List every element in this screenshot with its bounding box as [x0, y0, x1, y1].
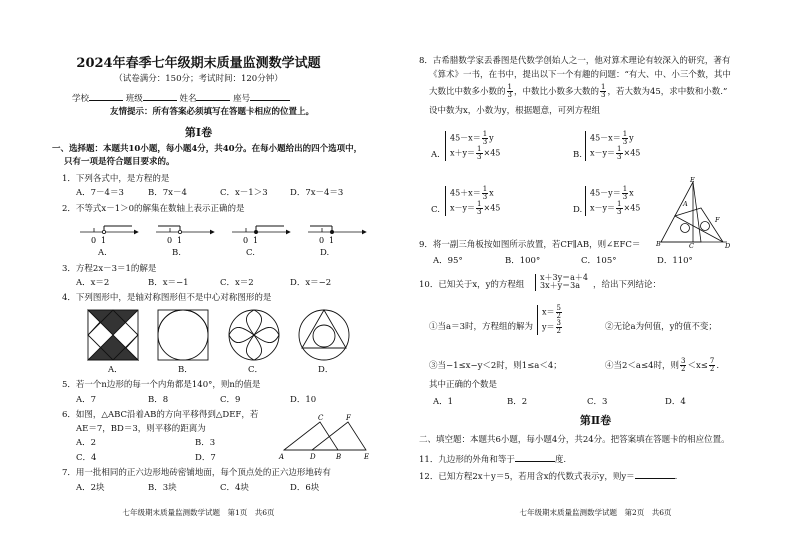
name-blank — [196, 92, 230, 101]
q6-label-f: F — [346, 414, 351, 422]
q9-label-f: F — [715, 216, 720, 224]
q11 — [419, 453, 566, 465]
q8-option-c[interactable]: C. — [431, 205, 440, 215]
q10-conclusion-2: ②无论a为何值，y的值不变； — [605, 322, 717, 332]
q10-option-d[interactable]: D．4 — [665, 397, 686, 407]
q9-figure — [655, 176, 735, 248]
q4-figure-c — [229, 310, 279, 360]
q8-option-a[interactable]: A. — [431, 150, 440, 160]
q6-label-b: B — [336, 453, 342, 460]
section-two-head: 二、填空题：本题共6小题，每小题4分，共24分。把答案填在答题卡的相应位置。 — [419, 435, 730, 445]
q3-option-d[interactable]: D．x＝−2 — [290, 278, 332, 288]
q8-line3 — [429, 84, 727, 99]
q2-line-b — [156, 226, 214, 245]
q2-line-a — [80, 226, 138, 245]
q6-stem-1: 6．如图，△ABC沿着AB的方向平移得到△DEF，若 — [62, 410, 259, 420]
q5-option-d[interactable]: D．10 — [290, 395, 317, 405]
q8-line3-b: ，中数比小数多大数的 — [513, 87, 599, 97]
q9-label-d: D — [725, 242, 731, 248]
q10-stem-a: 10．已知关于x，y的方程组 — [419, 280, 525, 290]
q2-a-tick1: 1 — [101, 236, 107, 245]
q2-b-tick0: 0 — [167, 236, 173, 245]
q10-conclusion-4: ④当2＜a≤4时，则 $\frac{3}{2}$ ＜x≤ $\frac{7}{2}$ . — [605, 357, 720, 373]
q6-option-d[interactable]: D．7 — [195, 453, 216, 463]
q10-conclusion-1: ①当a＝3时，方程组的解为 — [429, 322, 533, 332]
q2-b-tick1: 1 — [177, 236, 183, 245]
seat-blank — [250, 92, 290, 101]
section-one-head-2: 只有一项是符合题目要求的。 — [64, 157, 175, 167]
q3-stem: 3．方程2x－3＝1的解是 — [62, 264, 157, 274]
q9-option-d[interactable]: D．110° — [657, 256, 693, 266]
q10-c4-a: ④当2＜a≤4时，则 — [605, 361, 680, 371]
q8-line2: 《算术》一书，在书中，提出以下一个有趣的问题：“有大、中、小三个数，其中 — [429, 70, 731, 80]
q4-option-c[interactable]: C． — [248, 365, 264, 375]
part-two-title: 第Ⅱ卷 — [579, 414, 612, 427]
q6-label-e: E — [364, 453, 370, 460]
q6-label-c: C — [318, 414, 324, 422]
q1-option-d[interactable]: D．7x－4＝3 — [290, 188, 344, 198]
q4-figure-d — [299, 310, 349, 360]
q7-stem: 7．用一批相同的正六边形地砖密铺地面，每个顶点处的正六边形地砖有 — [62, 468, 331, 478]
q10-count: 其中正确的个数是 — [429, 380, 498, 390]
q9-option-b[interactable]: B．100° — [505, 256, 541, 266]
q8-option-b[interactable]: B. — [573, 150, 582, 160]
q11-unit: 度. — [554, 455, 567, 465]
q11-stem: 11．九边形的外角和等于 — [419, 455, 515, 465]
part-one-title: 第Ⅰ卷 — [184, 126, 213, 139]
q9-label-e: E — [690, 176, 695, 184]
q8-system-a: 45－x＝ $\frac{1}{3}$ y x＋y＝ $\frac{1}{3}$ ×45 — [445, 131, 500, 161]
q9-label-a: A — [683, 200, 688, 208]
q4-option-a[interactable]: A． — [108, 365, 123, 375]
q2-option-d[interactable]: D. — [320, 248, 330, 258]
q8-frac-2: $\frac{1}{3}$ — [601, 83, 606, 99]
q9-option-c[interactable]: C．105° — [581, 256, 617, 266]
class-label: 班级 — [125, 94, 143, 104]
q4-figure-a — [88, 310, 138, 360]
seat-label: 座号 — [233, 94, 251, 104]
q4-figures — [86, 308, 356, 364]
q7-option-b[interactable]: B．3块 — [148, 483, 177, 493]
q10-option-c[interactable]: C．3 — [587, 397, 608, 407]
q5-stem: 5．若一个n边形的每一个内角都是140°，则n的值是 — [62, 380, 261, 390]
q12 — [419, 470, 677, 482]
q9-label-c: C — [689, 242, 694, 248]
left-footer: 七年级期末质量监测数学试题 第1页 共6页 — [122, 508, 275, 517]
q3-option-b[interactable]: B．x＝−1 — [148, 278, 189, 288]
q1-stem: 1．下列各式中，是方程的是 — [62, 174, 170, 184]
q6-option-a[interactable]: A．2 — [76, 438, 97, 448]
q5-option-a[interactable]: A．7 — [76, 395, 97, 405]
class-blank — [143, 92, 177, 101]
q10-stem — [419, 280, 524, 290]
q2-d-tick0: 0 — [319, 236, 325, 245]
q8-frac-1: $\frac{1}{3}$ — [507, 83, 512, 99]
q5-option-b[interactable]: B．8 — [148, 395, 169, 405]
q7-option-c[interactable]: C．4块 — [220, 483, 249, 493]
q10-option-a[interactable]: A．1 — [433, 397, 454, 407]
exam-title: 2024年春季七年级期末质量监测数学试题 — [76, 56, 321, 71]
q11-blank[interactable] — [515, 453, 555, 462]
q10-eq2: 3x＋y＝3a — [540, 281, 580, 291]
q2-c-tick1: 1 — [253, 236, 259, 245]
exam-subtitle: （试卷满分：150分；考试时间：120分钟） — [114, 74, 283, 84]
q10-stem-b: ，给出下列结论： — [593, 280, 662, 290]
q6-option-c[interactable]: C．4 — [76, 453, 97, 463]
q12-blank[interactable] — [635, 470, 675, 479]
q2-stem: 2．不等式x－1＞0的解集在数轴上表示正确的是 — [62, 204, 245, 214]
q2-option-b[interactable]: B. — [172, 248, 181, 258]
q5-option-c[interactable]: C．9 — [220, 395, 241, 405]
q2-number-lines — [76, 222, 376, 248]
q4-stem: 4．下列图形中，是轴对称图形但不是中心对称图形的是 — [62, 293, 272, 303]
q6-label-a: A — [279, 453, 285, 460]
q10-eq1: x＋3y＝a＋4 — [540, 273, 588, 282]
q2-c-tick0: 0 — [243, 236, 249, 245]
info-fields — [72, 92, 290, 104]
q12-stem: 12．已知方程2x＋y＝5，若用含x的代数式表示y，则y＝ — [419, 472, 635, 482]
q7-option-d[interactable]: D．6块 — [290, 483, 320, 493]
q8-line3-c: ，若大数为45，求中数和小数.” — [607, 87, 728, 97]
q8-system-c: 45＋x＝ $\frac{1}{3}$ x x－y＝ $\frac{1}{3}$ ×45 — [445, 186, 500, 216]
q9-stem: 9．将一副三角板按如图所示放置，若CF∥AB，则∠EFC＝ — [419, 240, 641, 250]
q2-a-tick0: 0 — [91, 236, 97, 245]
section-one-head: 一、选择题：本题共10小题，每小题4分，共40分。在每小题给出的四个选项中， — [52, 144, 363, 154]
q4-option-b[interactable]: B． — [178, 365, 193, 375]
school-blank — [89, 92, 123, 101]
q8-line4: 设中数为x，小数为y，根据题意，可列方程组 — [429, 106, 601, 116]
q9-option-a[interactable]: A．95° — [433, 256, 463, 266]
q8-option-d[interactable]: D. — [573, 205, 583, 215]
q3-option-a[interactable]: A．x＝2 — [76, 278, 110, 288]
q8-line1: 8．古希腊数学家丢番图是代数学创始人之一，他对算术理论有较深入的研究，著有 — [419, 56, 731, 66]
q2-line-c — [232, 226, 290, 245]
q2-option-c[interactable]: C. — [246, 248, 255, 258]
q12-end: . — [674, 472, 678, 482]
q6-label-d: D — [310, 453, 316, 460]
q7-option-a[interactable]: A．2块 — [76, 483, 105, 493]
q6-stem-2: AE＝7，BD＝3，则平移的距离为 — [76, 424, 206, 434]
q1-option-c[interactable]: C．x－1＞3 — [220, 188, 268, 198]
q3-option-c[interactable]: C．x＝2 — [220, 278, 254, 288]
q6-figure — [276, 412, 376, 460]
right-page — [397, 0, 794, 550]
q8-system-d: 45－y＝ $\frac{1}{3}$ x x－y＝ $\frac{1}{3}$ ×45 — [585, 186, 640, 216]
q8-system-b: 45－x＝ $\frac{1}{3}$ y x－y＝ $\frac{1}{3}$ ×45 — [585, 131, 640, 161]
name-label: 姓名 — [179, 94, 197, 104]
q8-line3-a: 大数比中数多小数的 — [429, 87, 506, 97]
q10-option-b[interactable]: B．2 — [507, 397, 528, 407]
q9-label-b: B — [656, 240, 661, 248]
q1-option-b[interactable]: B．7x－4 — [148, 188, 187, 198]
friendly-tip: 友情提示：所有答案必须填写在答题卡相应的位置上。 — [110, 107, 315, 117]
q10-conclusion-3: ③当−1≤x−y＜2时，则1≤a＜4； — [429, 361, 562, 371]
school-label: 学校 — [72, 94, 90, 104]
q2-line-d — [308, 226, 366, 245]
q4-option-d[interactable]: D． — [318, 365, 334, 375]
q4-figure-b — [158, 310, 208, 360]
q10-solution: x＝ $\frac{5}{2}$ y＝ $\frac{3}{2}$ — [537, 305, 563, 335]
q10-system — [535, 274, 588, 291]
q1-option-a[interactable]: A．7－4＝3 — [76, 188, 124, 198]
q2-d-tick1: 1 — [329, 236, 335, 245]
q6-option-b[interactable]: B．3 — [195, 438, 216, 448]
q2-option-a[interactable]: A. — [98, 248, 107, 258]
right-footer: 七年级期末质量监测数学试题 第2页 共6页 — [519, 508, 672, 517]
q10-c4-b: ＜x≤ — [687, 361, 708, 371]
